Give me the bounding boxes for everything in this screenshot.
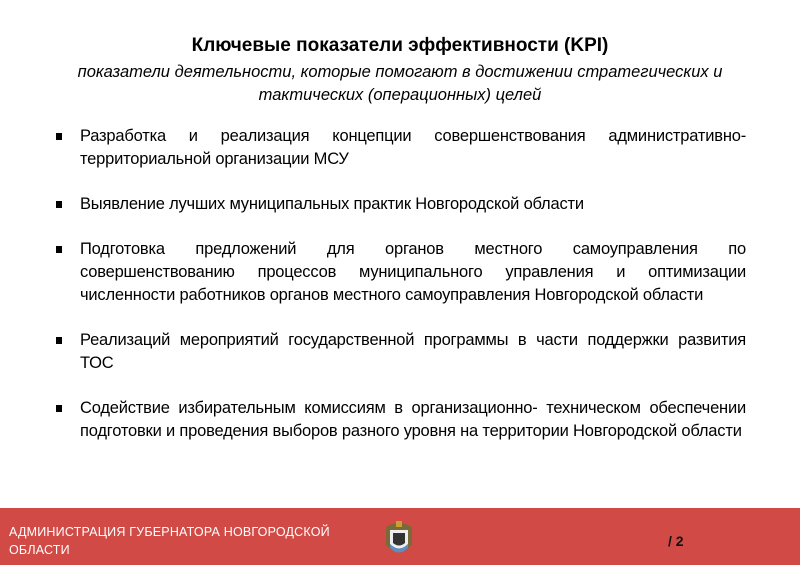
list-item <box>56 329 746 375</box>
bullet-icon <box>56 201 62 208</box>
footer-bar <box>0 508 800 565</box>
slide-title: Ключевые показатели эффективности (KPI) <box>191 35 609 56</box>
list-item <box>56 193 746 216</box>
bullet-icon <box>56 337 62 344</box>
list-item <box>56 397 746 443</box>
list-item <box>56 125 746 171</box>
organization-name <box>9 523 330 559</box>
page-number: / 2 <box>668 533 684 549</box>
bullet-icon <box>56 246 62 253</box>
coat-of-arms-icon <box>382 519 416 559</box>
organization-name-line1: АДМИНИСТРАЦИЯ ГУБЕРНАТОРА НОВГОРОДСКОЙ <box>9 525 330 539</box>
list-item-text: Подготовка предложений для органов местного самоуправления по совершенствованию процессов муниципального управления и оптимизации численности работников органов местного самоуправления Новгородской области <box>80 240 746 304</box>
list-item-text: Реализаций мероприятий государственной программы в части поддержки развития ТОС <box>80 331 746 372</box>
list-item <box>56 238 746 307</box>
list-item-text: Содействие избирательным комиссиям в организационно- техническом обеспечении подготовки и проведения выборов разного уровня на территории Новгородской области <box>80 399 746 440</box>
slide-subtitle: показатели деятельности, которые помогают в достижении стратегических и тактических (операционных) целей <box>77 63 723 104</box>
list-item-text: Выявление лучших муниципальных практик Новгородской области <box>80 195 584 213</box>
list-item-text: Разработка и реализация концепции совершенствования административно- территориальной организации МСУ <box>80 127 746 168</box>
bullet-icon <box>56 133 62 140</box>
organization-name-line2: ОБЛАСТИ <box>9 543 70 557</box>
kpi-list <box>56 125 746 465</box>
bullet-icon <box>56 405 62 412</box>
